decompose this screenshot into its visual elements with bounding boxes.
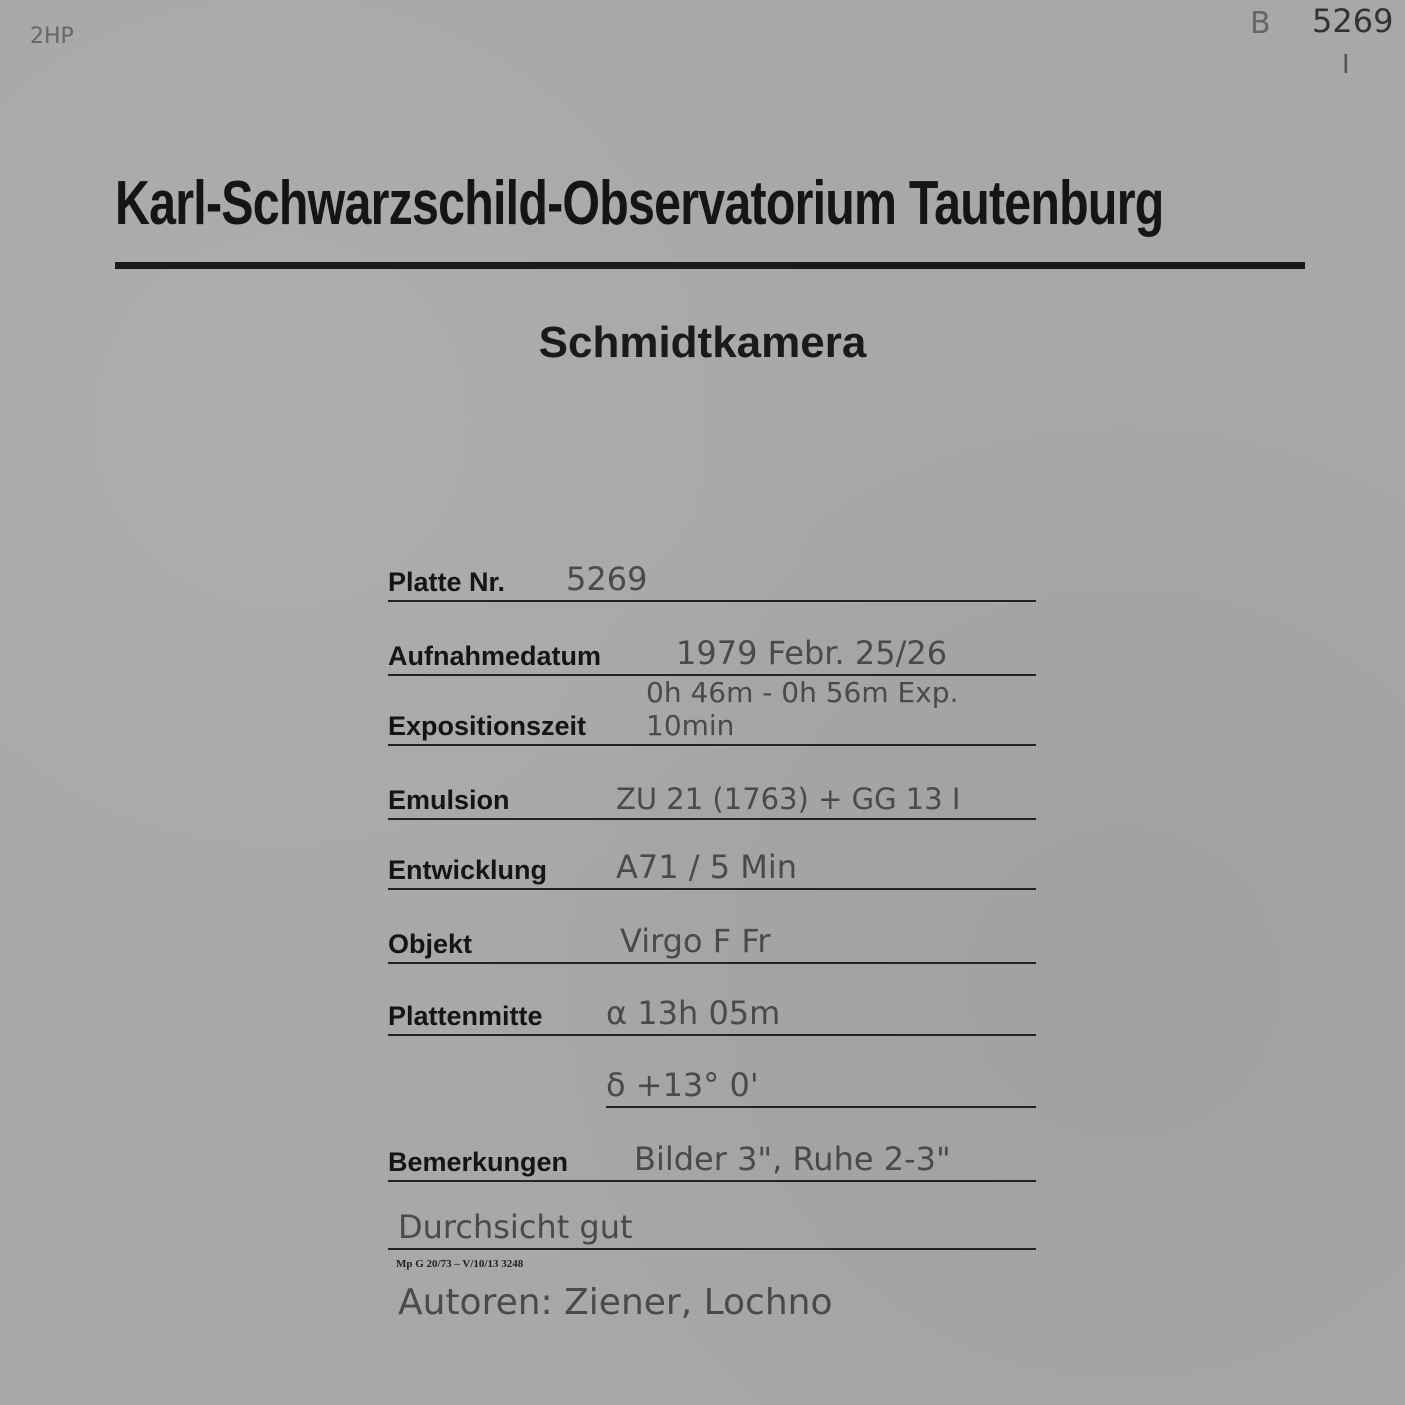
field-value: Bilder 3", Ruhe 2-3" [634,1140,951,1178]
field-value: 5269 [566,560,648,598]
field-value: Virgo F Fr [620,922,771,960]
field-value: ZU 21 (1763) + GG 13 I [616,782,961,816]
field-expositionszeit [388,676,1036,746]
field-label: Platte Nr. [388,567,506,597]
field-value: Durchsicht gut [398,1208,633,1246]
field-rule [606,1106,1036,1108]
field-label: Expositionszeit [388,711,587,741]
field-value: 0h 46m - 0h 56m Exp. 10min [646,676,959,742]
field-value: α 13h 05m [606,994,781,1032]
corner-plate-number: 5269 [1312,2,1394,40]
field-plattenmitte-delta [388,1048,1036,1108]
field-rule [388,888,1036,890]
field-rule [388,1180,1036,1182]
field-bemerkungen [388,1122,1036,1182]
field-objekt [388,904,1036,964]
corner-mark: I [1342,50,1350,80]
field-aufnahmedatum [388,616,1036,676]
field-rule [388,1034,1036,1036]
field-label: Objekt [388,929,473,959]
field-emulsion [388,760,1036,820]
field-value: δ +13° 0' [606,1066,759,1104]
field-rule [388,818,1036,820]
corner-series-letter: B [1250,6,1271,41]
title-underline [115,262,1305,269]
field-rule [388,1248,1036,1250]
field-label: Emulsion [388,785,510,815]
field-platte-nr [388,542,1036,602]
form-code: Mp G 20/73 – V/10/13 3248 [396,1258,524,1270]
field-value: A71 / 5 Min [616,848,798,886]
field-bemerkungen-line2 [388,1190,1036,1250]
observatory-title: Karl-Schwarzschild-Observatorium Tautenburg [115,169,1164,238]
field-label: Bemerkungen [388,1147,569,1177]
corner-handwritten-code: 2HP [30,24,74,49]
field-rule [388,744,1036,746]
instrument-subtitle: Schmidtkamera [538,318,867,367]
authors-note: Autoren: Ziener, Lochno [398,1282,833,1323]
field-label: Plattenmitte [388,1001,543,1031]
field-rule [388,600,1036,602]
field-label: Entwicklung [388,855,548,885]
field-rule [388,962,1036,964]
field-entwicklung [388,830,1036,890]
field-value: 1979 Febr. 25/26 [676,634,948,672]
field-plattenmitte-alpha [388,976,1036,1036]
field-label: Aufnahmedatum [388,641,602,671]
